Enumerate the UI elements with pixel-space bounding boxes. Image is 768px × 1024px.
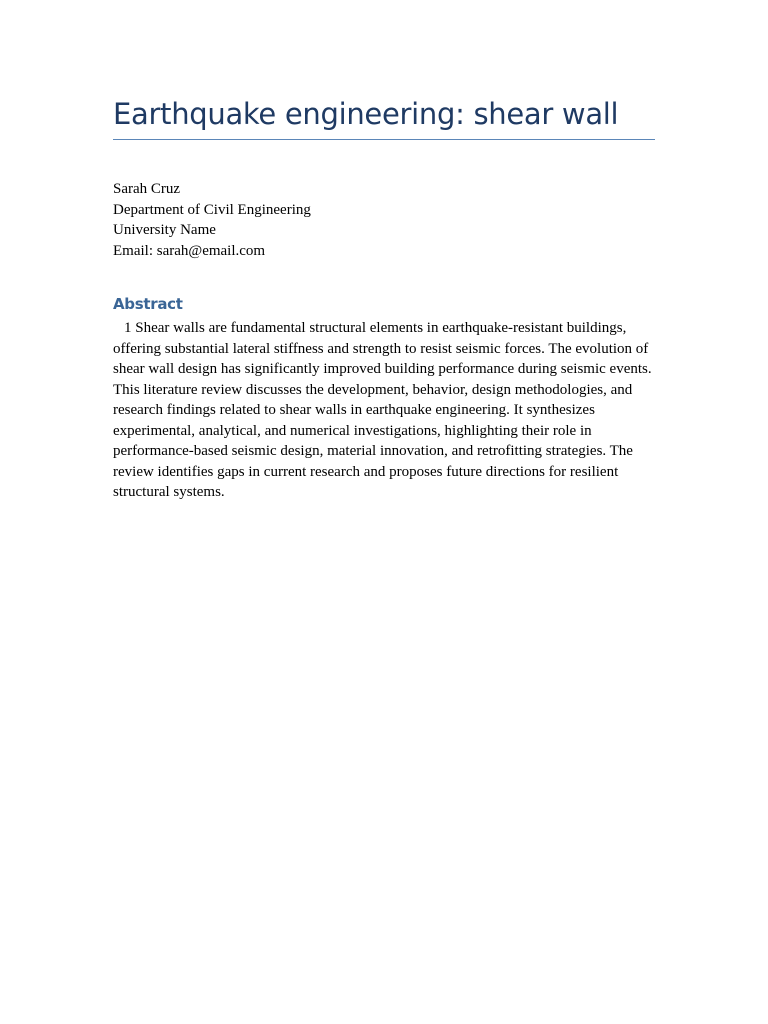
abstract-heading: Abstract xyxy=(113,295,183,313)
document-title: Earthquake engineering: shear wall xyxy=(113,97,619,131)
title-underline xyxy=(113,139,655,140)
author-email: Email: sarah@email.com xyxy=(113,242,266,259)
author-name: Sarah Cruz xyxy=(113,181,181,197)
author-university: University Name xyxy=(113,222,216,238)
author-department: Department of Civil Engineering xyxy=(113,201,311,218)
author-block xyxy=(113,179,311,261)
abstract-body: 1 Shear walls are fundamental structural elements in earthquake-resistant buildings, offering substantial lateral stiffness and strength to resist seismic forces. The evolution of shear wall design has significantly improved building performance during seismic events. This literature review discusses the development, behavior, design methodologies, and research findings related to shear walls in earthquake engineering. It synthesizes experimental, analytical, and numerical investigations, highlighting their role in performance-based seismic design, material innovation, and retrofitting strategies. The review identifies gaps in current research and proposes future directions for resilient structural systems. xyxy=(113,320,652,500)
